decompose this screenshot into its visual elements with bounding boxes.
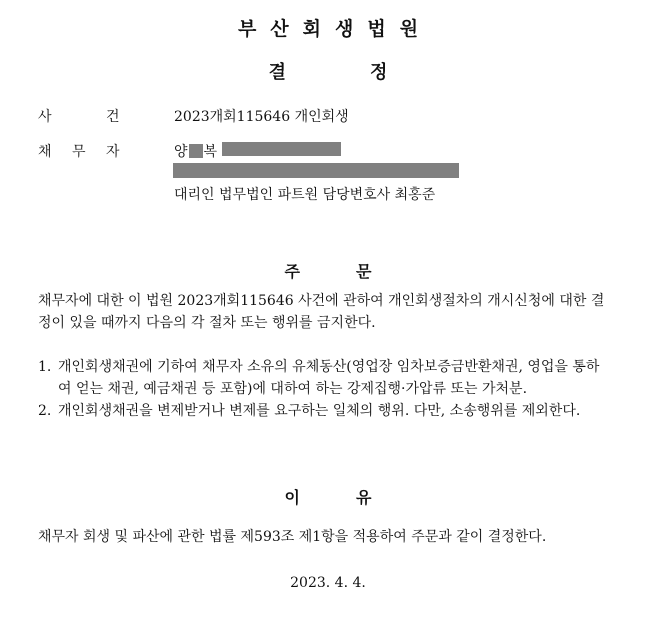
document-type-char-1: 결 <box>268 62 286 83</box>
order-item-number: 2. <box>38 403 52 419</box>
debtor-label-char-3: 자 <box>106 144 120 160</box>
redaction-block <box>189 144 203 158</box>
debtor-label-char-2: 무 <box>72 144 86 160</box>
reason-heading-char-1: 이 <box>284 488 300 507</box>
debtor-name-first: 양 <box>174 144 188 160</box>
order-item-text: 개인회생채권을 변제받거나 변제를 요구하는 일체의 행위. 다만, 소송행위를 제외한다. <box>58 403 581 419</box>
order-intro: 채무자에 대한 이 법원 2023개회115646 사건에 관하여 개인회생절차의 개시신청에 대한 결정이 있을 때까지 다음의 각 절차 또는 행위를 금지한다. <box>38 293 605 331</box>
case-label-char-2: 건 <box>106 109 120 125</box>
order-item <box>38 400 612 422</box>
document-type <box>0 58 656 84</box>
debtor-name-last: 복 <box>203 144 218 160</box>
court-name: 부산회생법원 <box>237 18 433 40</box>
agent-line: 대리인 법무법인 파트원 담당변호사 최홍준 <box>174 187 436 203</box>
case-label <box>38 106 140 126</box>
reason-heading <box>0 485 656 508</box>
redacted-address <box>222 142 341 156</box>
order-heading-char-1: 주 <box>284 262 300 281</box>
case-value: 2023개회115646 개인회생 <box>174 109 349 125</box>
case-label-char-1: 사 <box>38 109 52 125</box>
debtor-label-char-1: 채 <box>38 144 52 160</box>
debtor-name <box>174 141 217 161</box>
reason-text: 채무자 회생 및 파산에 관한 법률 제593조 제1항을 적용하여 주문과 같이 결정한다. <box>38 529 547 545</box>
order-heading <box>0 259 656 282</box>
order-heading-char-2: 문 <box>356 262 372 281</box>
order-item-number: 1. <box>38 359 52 375</box>
order-item-text: 개인회생채권에 기하여 채무자 소유의 유체동산(영업장 임차보증금반환채권, 영업을 통하여 얻는 채권, 예금채권 등 포함)에 대하여 하는 강제집행·가압류 또는 가처분. <box>58 359 600 397</box>
reason-heading-char-2: 유 <box>356 488 372 507</box>
decision-date: 2023. 4. 4. <box>290 575 366 591</box>
order-item <box>38 356 612 400</box>
debtor-label <box>38 141 140 161</box>
redacted-address-line-2 <box>173 163 459 178</box>
document-type-char-2: 정 <box>370 62 388 83</box>
